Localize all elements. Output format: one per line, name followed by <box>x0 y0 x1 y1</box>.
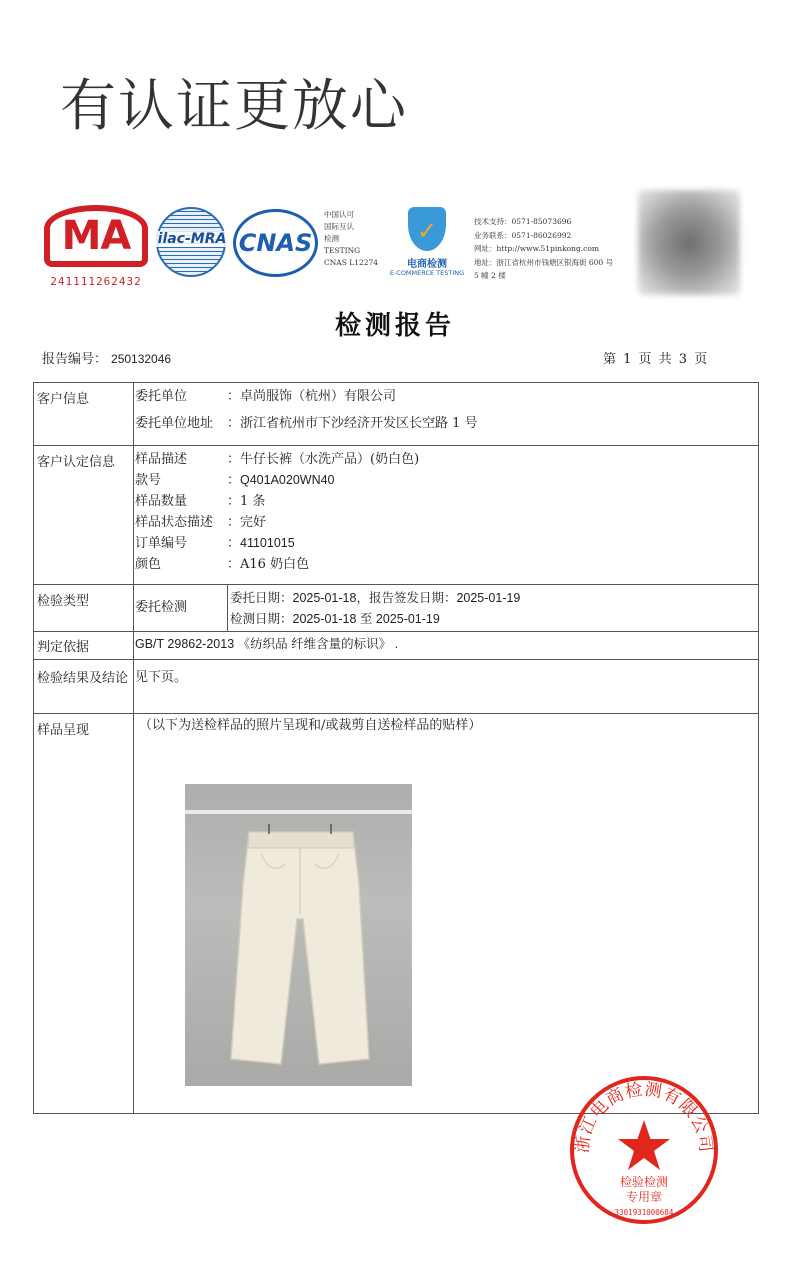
inspection-type-label: 检验类型 <box>37 594 90 609</box>
sample-field-value: 1 条 <box>240 494 266 509</box>
row-divider <box>34 584 758 585</box>
sample-field-label: 款号 <box>135 473 162 488</box>
result-label: 检验结果及结论 <box>37 671 129 686</box>
client-section-label: 客户信息 <box>37 392 90 407</box>
dates-line-1: 委托日期：2025-01-18，报告签发日期：2025-01-19 <box>230 591 521 605</box>
cma-logo <box>42 205 150 290</box>
contact-line: 业务联系：0571-86026992 <box>474 230 572 240</box>
sample-field-separator: ： <box>227 494 241 509</box>
cnas-info-line: CNAS L12274 <box>324 258 379 267</box>
page-info: 第 1 页 共 3 页 <box>603 352 708 367</box>
row-divider <box>34 631 758 632</box>
column-divider <box>227 584 228 631</box>
contact-info <box>474 215 644 283</box>
basis-label: 判定依据 <box>37 640 90 655</box>
star-icon <box>618 1120 670 1170</box>
sample-photo <box>185 784 412 1086</box>
client-name-label: 委托单位 <box>135 389 188 404</box>
dates-line-2: 检测日期：2025-01-18 至 2025-01-19 <box>230 612 440 626</box>
seal-line-1: 检验检测 <box>619 1175 669 1189</box>
jeans-image <box>227 824 373 1079</box>
ecommerce-testing-en: E-COMMERCE TESTING <box>389 269 465 277</box>
row-divider <box>34 713 758 714</box>
cnas-logo <box>233 209 318 277</box>
sample-field-value: 完好 <box>240 515 267 530</box>
row-divider <box>34 659 758 660</box>
cnas-info-line: TESTING <box>324 246 361 255</box>
page-headline: 有认证更放心 <box>60 74 408 139</box>
seal-line-2: 专用章 <box>625 1190 663 1204</box>
seal-ring-text-path: 浙江电商检测有限公司 <box>572 1079 716 1155</box>
certification-logos <box>38 195 758 300</box>
sample-field-separator: ： <box>227 473 241 488</box>
cnas-text: CNAS <box>238 229 313 257</box>
client-address-label: 委托单位地址 <box>135 416 214 431</box>
confirm-section-label: 客户认定信息 <box>37 455 116 470</box>
ecommerce-testing-cn: 电商检测 <box>407 259 447 270</box>
blurred-qr-image <box>638 190 740 295</box>
report-number-label: 报告编号： <box>42 352 108 367</box>
sample-field-label: 订单编号 <box>135 536 188 551</box>
sample-display-note: （以下为送检样品的照片呈现和/或裁剪自送检样品的贴样） <box>139 718 482 733</box>
seal-number: 3301931000684 <box>614 1208 674 1217</box>
cnas-info-line: 国际互认 <box>324 222 354 231</box>
sample-field-label: 样品数量 <box>135 494 188 509</box>
ilac-text: ilac-MRA <box>152 231 232 247</box>
sample-field-label: 颜色 <box>135 557 162 572</box>
contact-line: 网址：http://www.51pinkong.com <box>474 244 599 253</box>
cma-letters: MA <box>61 213 131 259</box>
checkmark-icon: ✓ <box>417 217 438 245</box>
sample-field-separator: ： <box>227 557 241 572</box>
contact-line: 地址：浙江省杭州市钱塘区银海街 600 号 <box>474 257 614 267</box>
client-address: ：浙江省杭州市下沙经济开发区长空路 1 号 <box>227 416 478 431</box>
row-divider <box>34 445 758 446</box>
sample-field-label: 样品状态描述 <box>135 515 214 530</box>
contact-line: 5 幢 2 楼 <box>474 271 506 280</box>
report-number-value: 250132046 <box>111 352 172 366</box>
sample-field-value: Q401A020WN40 <box>240 473 335 487</box>
official-seal <box>568 1074 720 1226</box>
cnas-info-line: 检测 <box>324 234 339 243</box>
report-number <box>42 348 171 367</box>
client-name: ：卓尚服饰（杭州）有限公司 <box>227 389 397 404</box>
sample-field-label: 样品描述 <box>135 452 188 467</box>
ecommerce-testing-logo <box>389 207 465 281</box>
cnas-info-line: 中国认可 <box>324 210 354 219</box>
sample-field-value: A16 奶白色 <box>240 557 310 572</box>
hanger-rail <box>185 810 412 814</box>
cnas-info <box>324 209 384 269</box>
sample-field-value: 41101015 <box>240 536 295 550</box>
cma-number: 241111262432 <box>50 275 142 288</box>
sample-field-separator: ： <box>227 452 241 467</box>
inspection-type: 委托检测 <box>135 600 188 615</box>
report-title: 检测报告 <box>334 311 455 341</box>
sample-field-separator: ： <box>227 515 241 530</box>
sample-field-value: 牛仔长裤（水洗产品）(奶白色) <box>240 452 420 467</box>
column-divider <box>133 383 134 1113</box>
ilac-mra-logo <box>156 207 226 277</box>
basis: GB/T 29862-2013 《纺织品 纤维含量的标识》 . <box>135 637 399 651</box>
sample-display-label: 样品呈现 <box>37 723 90 738</box>
contact-line: 技术支持：0571-85073696 <box>474 217 572 226</box>
result: 见下页。 <box>135 670 188 685</box>
sample-field-separator: ： <box>227 536 241 551</box>
